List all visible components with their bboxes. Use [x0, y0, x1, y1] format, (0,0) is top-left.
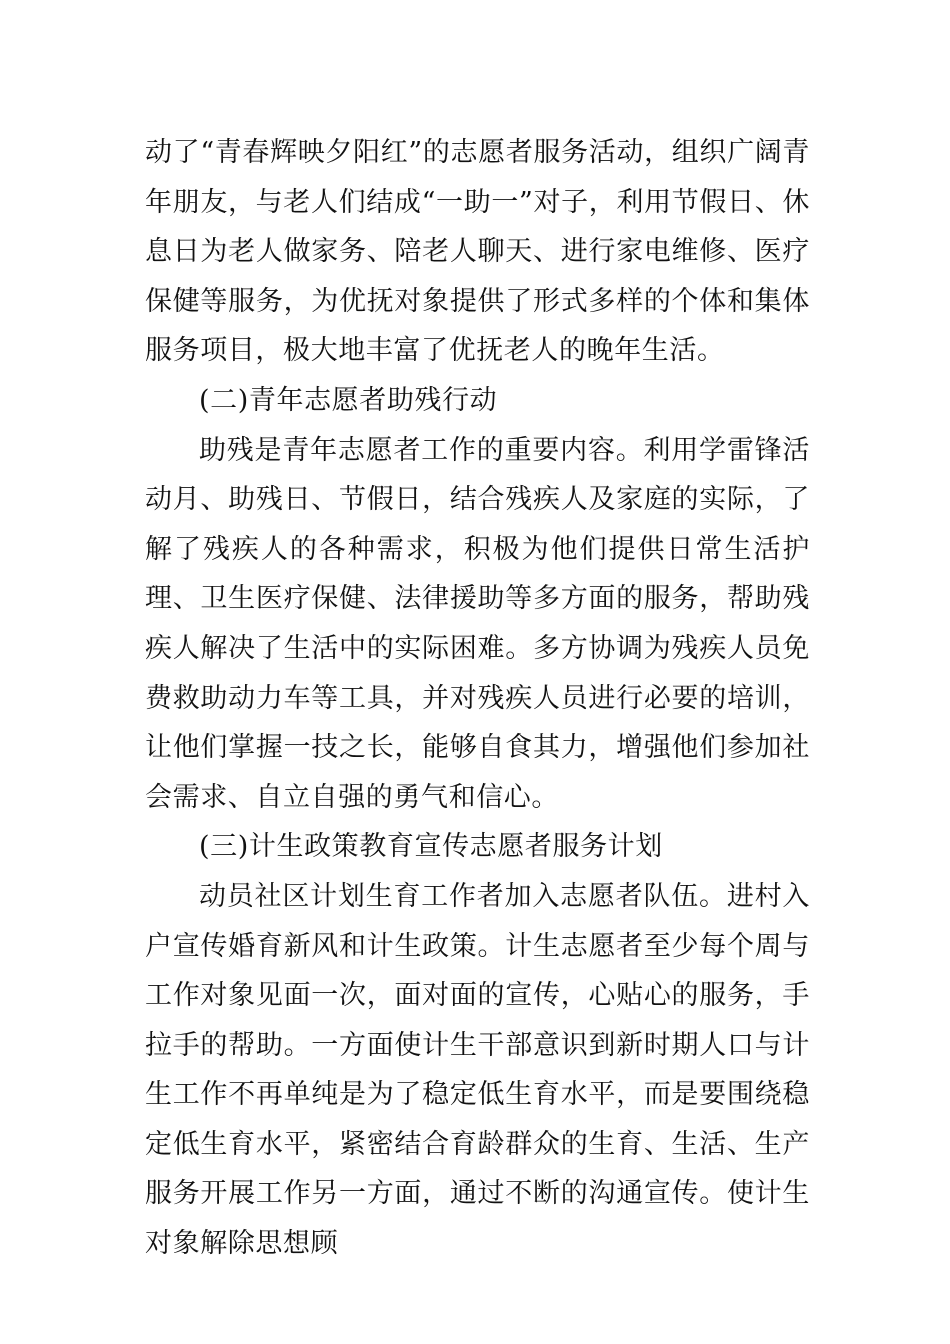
document-page: [145, 128, 810, 1269]
paragraph-disability-assistance: 助残是青年志愿者工作的重要内容。利用学雷锋活动月、助残日、节假日，结合残疾人及家庭的实际，了解了残疾人的各种需求，积极为他们提供日常生活护理、卫生医疗保健、法律援助等多方面的服务，帮助残疾人解决了生活中的实际困难。多方协调为残疾人员免费救助动力车等工具，并对残疾人员进行必要的培训，让他们掌握一技之长，能够自食其力，增强他们参加社会需求、自立自强的勇气和信心。: [145, 434, 810, 813]
paragraph-family-planning: 动员社区计划生育工作者加入志愿者队伍。进村入户宣传婚育新风和计生政策。计生志愿者至少每个周与工作对象见面一次，面对面的宣传，心贴心的服务，手拉手的帮助。一方面使计生干部意识到新时期人口与计生工作不再单纯是为了稳定低生育水平，而是要围绕稳定低生育水平，紧密结合育龄群众的生育、生活、生产服务开展工作另一方面，通过不断的沟通宣传。使计生对象解除思想顾: [145, 880, 810, 1260]
paragraph-continuation: 动了“青春辉映夕阳红”的志愿者服务活动，组织广阔青年朋友，与老人们结成“一助一”对子，利用节假日、休息日为老人做家务、陪老人聊天、进行家电维修、医疗保健等服务，为优抚对象提供了形式多样的个体和集体服务项目，极大地丰富了优抚老人的晚年生活。: [145, 137, 810, 367]
section-heading-family-planning: (三)计生政策教育宣传志愿者服务计划: [199, 831, 663, 863]
section-heading-disability-assistance: (二)青年志愿者助残行动: [199, 384, 498, 416]
